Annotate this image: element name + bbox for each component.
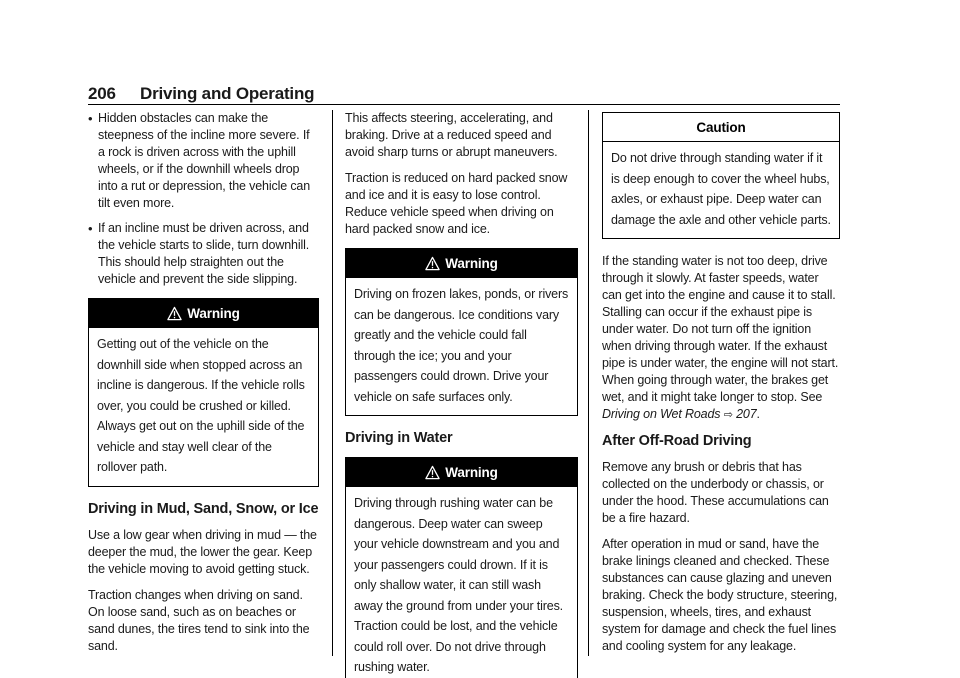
paragraph: Traction is reduced on hard packed snow and ice and it is easy to lose control. Reduce vehicle speed when driving on hard packed snow and ice. [345, 171, 568, 236]
page-header [88, 84, 840, 106]
warning-header [89, 299, 318, 328]
paragraph: Traction changes when driving on sand. On loose sand, such as on beaches or sand dunes, the tires tend to sink into the sand. [88, 587, 310, 653]
warning-title: Warning [445, 256, 498, 271]
bullet-item: • Hidden obstacles can make the steepness of the incline more severe. If a rock is driven across with the uphill wheels, or if the downhill wheels drop into a rut or depression, the vehicle can tilt even more. [88, 110, 319, 212]
section-title: Driving and Operating [140, 84, 315, 103]
warning-box [88, 298, 319, 487]
warning-box [345, 248, 578, 416]
warning-body: Getting out of the vehicle on the downhill side when stopped across an incline is dangerous. If the vehicle rolls over, you could be crushed or killed. Always get out on the uphill side of the vehicle and stay well clear of the rollover path. [97, 337, 305, 474]
caution-title: Caution [696, 119, 746, 135]
warning-header [346, 249, 577, 278]
heading-mud-sand-snow: Driving in Mud, Sand, Snow, or Ice [88, 500, 319, 517]
warning-box [345, 457, 578, 678]
cross-reference-link[interactable]: Driving on Wet Roads [602, 407, 721, 421]
column-divider [588, 110, 589, 656]
sentence-end: . [756, 407, 760, 421]
caution-header [603, 113, 839, 142]
column-divider [332, 110, 333, 656]
paragraph [602, 253, 840, 424]
page-number: 206 [88, 84, 116, 103]
bullet-item: • If an incline must be driven across, and the vehicle starts to slide, turn downhill. This should help straighten out the vehicle and prevent the side slipping. [88, 220, 319, 288]
warning-triangle-icon [425, 256, 440, 271]
heading-after-off-road: After Off-Road Driving [602, 433, 752, 449]
paragraph: This affects steering, accelerating, and braking. Drive at a reduced speed and avoid sharp turns or abrupt maneuvers. [345, 111, 558, 159]
warning-triangle-icon [425, 465, 440, 480]
warning-title: Warning [445, 465, 498, 480]
warning-body: Driving through rushing water can be dangerous. Deep water can sweep your vehicle downstream and you and your passengers could drown. If it is only shallow water, it can still wash away the ground from under your tires. Traction could be lost, and the vehicle could roll over. Do not drive through rushing water. [354, 496, 563, 674]
warning-title: Warning [187, 306, 240, 321]
bullet-list [88, 110, 319, 288]
warning-body: Driving on frozen lakes, ponds, or rivers can be dangerous. Ice conditions vary greatly and the vehicle could fall through the ice; you and your passengers could drown. Drive your vehicle on safe surfaces only. [354, 287, 569, 404]
warning-header [346, 458, 577, 487]
header-rule [88, 104, 840, 105]
column-2 [345, 110, 578, 678]
paragraph-text: If the standing water is not too deep, drive through it slowly. At faster speeds, water can get into the engine and cause it to stall. Stalling can occur if the exhaust pipe is under water. Do not turn off the ignition when driving through water. If the exhaust pipe is under water, the engine will not start. When going through water, the brakes get wet, and it might take longer to stop. See [602, 254, 839, 404]
page-reference-number[interactable]: 207 [736, 407, 757, 421]
column-3 [602, 110, 840, 664]
page-reference-arrow-icon: ⇨ [723, 409, 733, 421]
caution-body: Do not drive through standing water if it is deep enough to cover the wheel hubs, axles, or exhaust pipe. Deep water can damage the axle and other vehicle parts. [611, 151, 831, 227]
paragraph: Use a low gear when driving in mud — the deeper the mud, the lower the gear. Keep the vehicle moving to avoid getting stuck. [88, 527, 317, 576]
paragraph: After operation in mud or sand, have the brake linings cleaned and checked. These substances can cause glazing and uneven braking. Check the body structure, steering, suspension, wheels, tires, and exhaust system for damage and check the fuel lines and cooling system for any leakage. [602, 537, 838, 653]
paragraph: Remove any brush or debris that has collected on the underbody or chassis, or under the hood. These accumulations can be a fire hazard. [602, 460, 829, 525]
warning-triangle-icon [167, 306, 182, 321]
column-1 [88, 110, 319, 664]
heading-driving-in-water: Driving in Water [345, 430, 453, 446]
caution-box [602, 112, 840, 239]
